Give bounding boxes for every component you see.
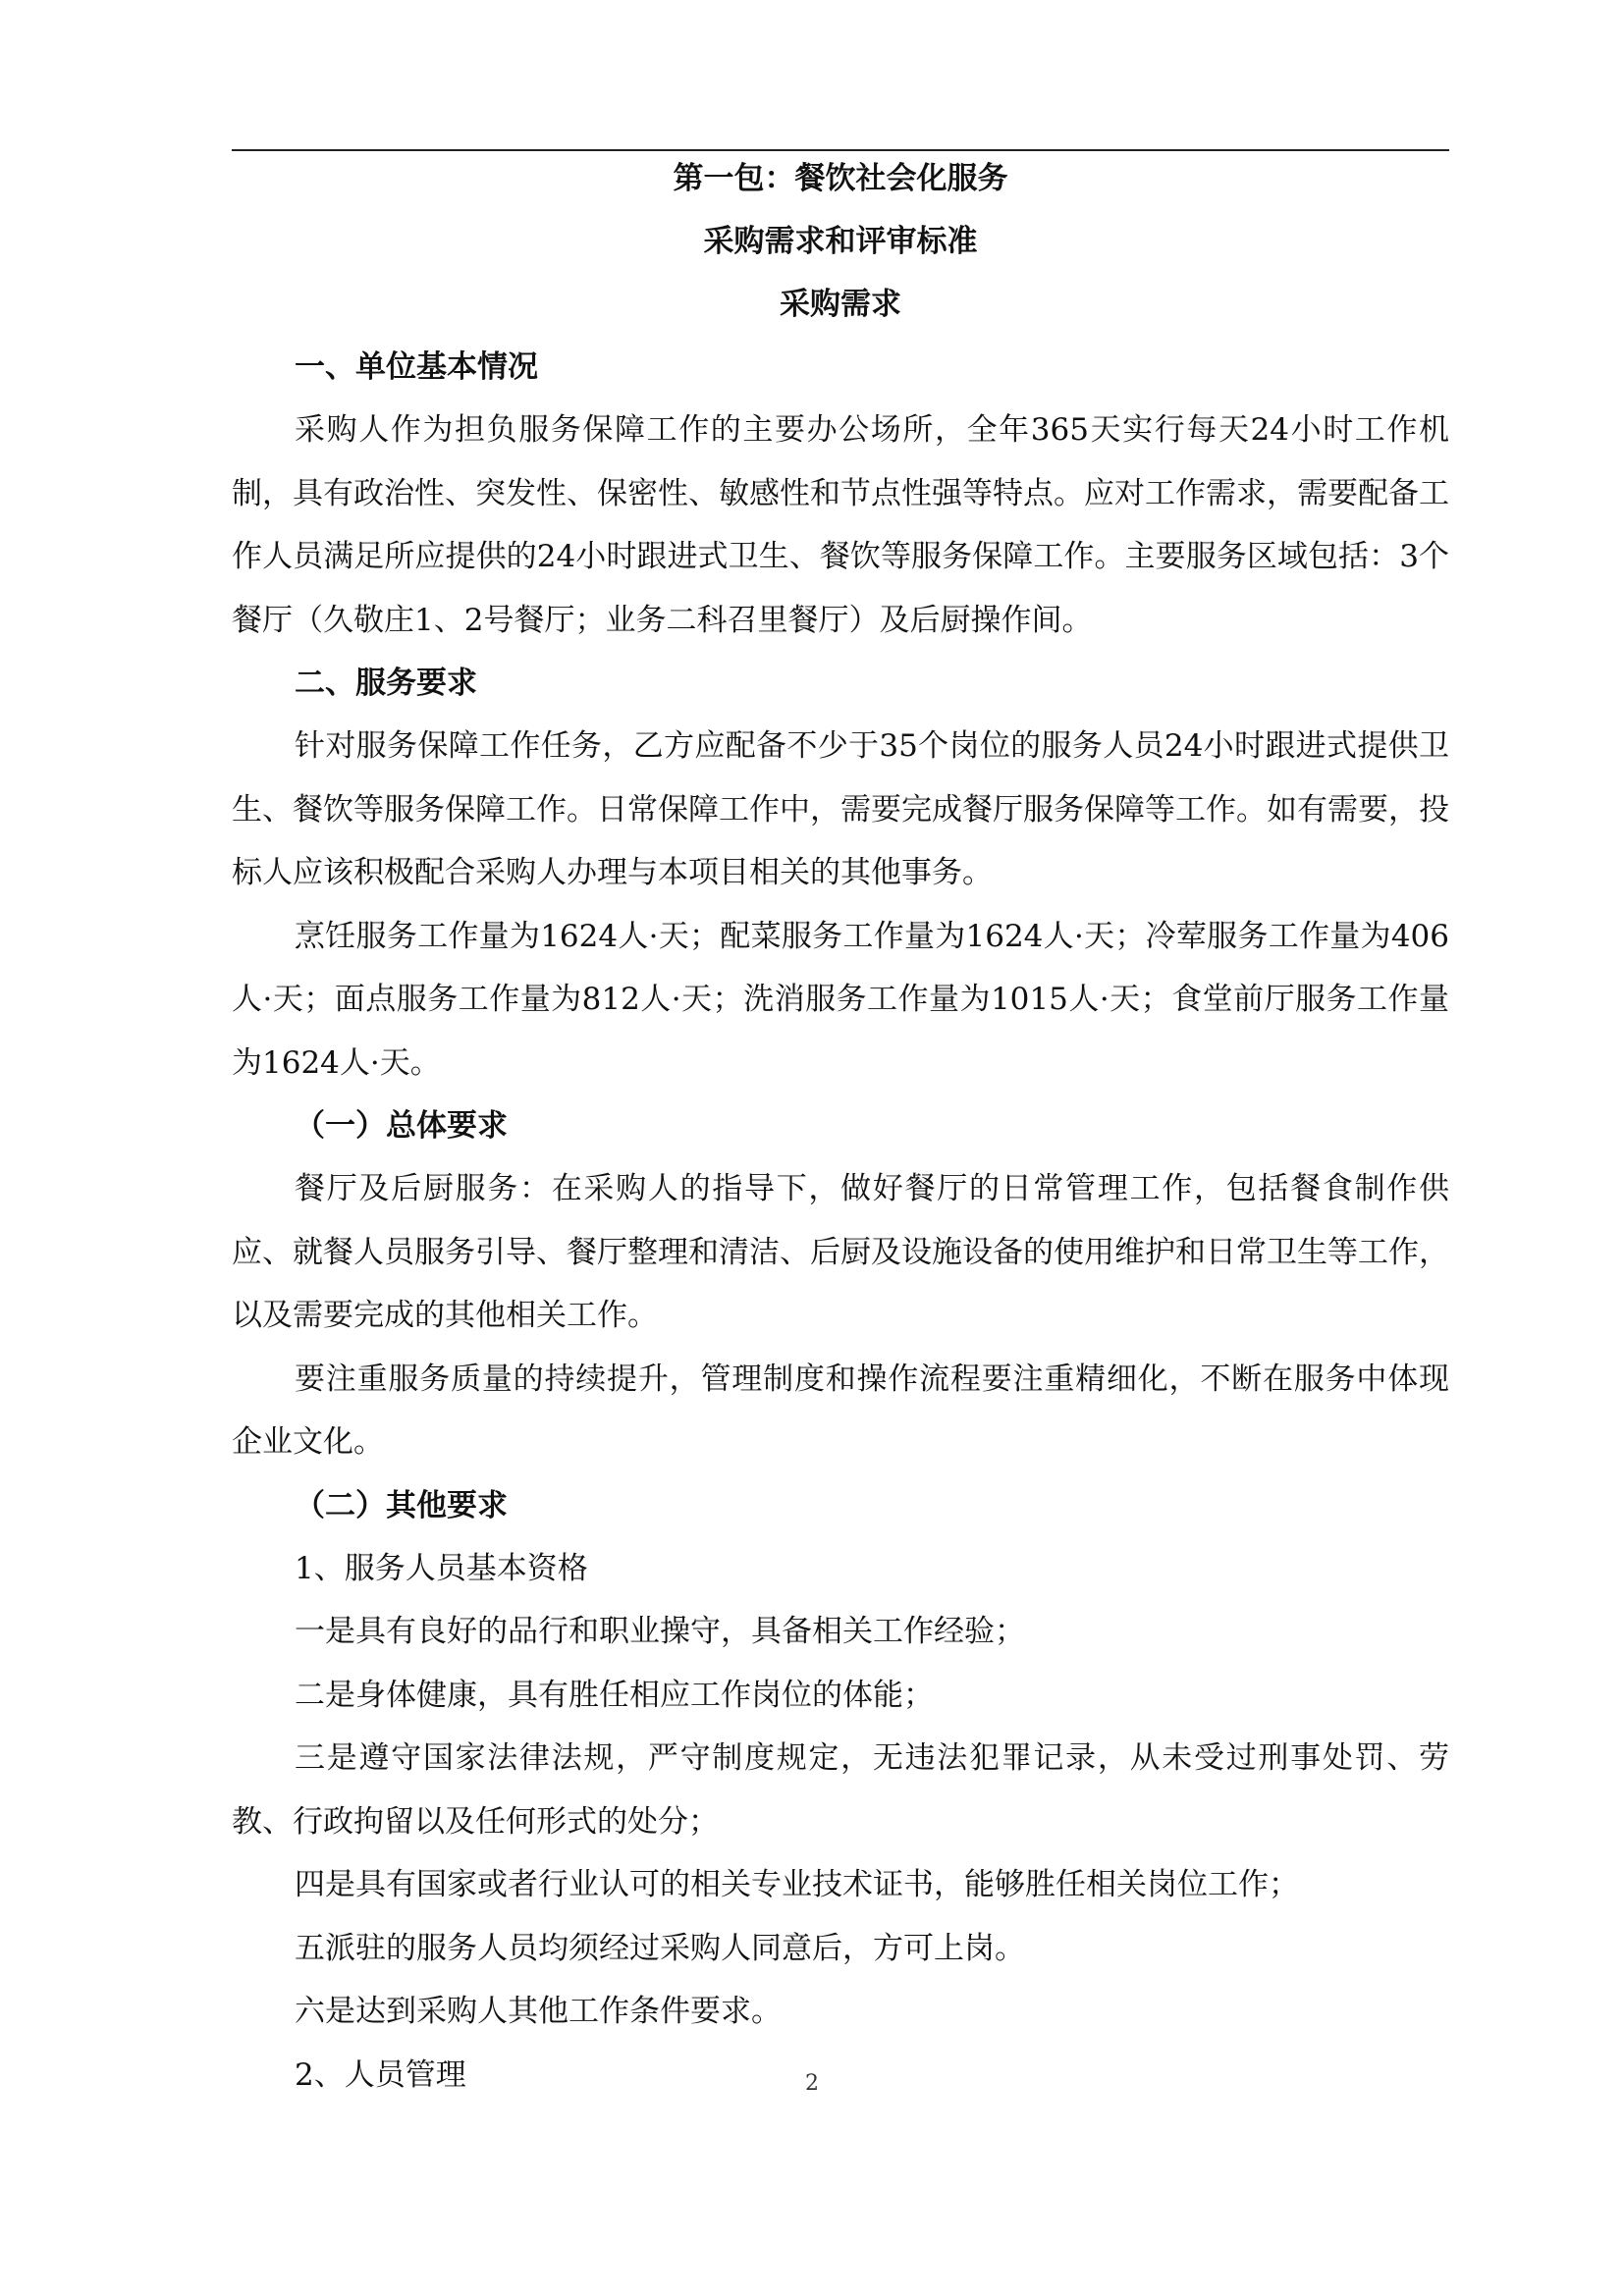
paragraph-service-staffing: 针对服务保障工作任务，乙方应配备不少于35个岗位的服务人员24小时跟进式提供卫生、餐饮等服务保障工作。日常保障工作中，需要完成餐厅服务保障等工作。如有需要，投标人应该积极配合采购人办理与本项目相关的其他事务。 (232, 728, 1449, 890)
paragraph-unit-description: 采购人作为担负服务保障工作的主要办公场所，全年365天实行每天24小时工作机制，具有政治性、突发性、保密性、敏感性和节点性强等特点。应对工作需求，需要配备工作人员满足所应提供的24小时跟进式卫生、餐饮等服务保障工作。主要服务区域包括：3个餐厅（久敬庄1、2号餐厅；业务二科召里餐厅）及后厨操作间。 (232, 412, 1449, 638)
heading-unit-basic-info: 一、单位基本情况 (295, 349, 538, 385)
list-item: 六是达到采购人其他工作条件要求。 (295, 1994, 782, 2029)
heading-other-requirements: （二）其他要求 (295, 1487, 508, 1523)
document-subtitle: 采购需求和评审标准 (703, 224, 978, 259)
list-item: 二是身体健康，具有胜任相应工作岗位的体能； (295, 1677, 934, 1713)
paragraph-restaurant-service: 餐厅及后厨服务：在采购人的指导下，做好餐厅的日常管理工作，包括餐食制作供应、就餐人员服务引导、餐厅整理和清洁、后厨及设施设备的使用维护和日常卫生等工作，以及需要完成的其他相关工作。 (232, 1171, 1449, 1333)
list-item: 一是具有良好的品行和职业操守，具备相关工作经验； (295, 1614, 1025, 1649)
list-item: 四是具有国家或者行业认可的相关专业技术证书，能够胜任相关岗位工作； (295, 1867, 1299, 1902)
heading-service-requirements: 二、服务要求 (295, 666, 477, 701)
heading-general-requirements: （一）总体要求 (295, 1108, 508, 1144)
page-number: 2 (805, 2071, 819, 2096)
paragraph-service-quality: 要注重服务质量的持续提升，管理制度和操作流程要注重精细化，不断在服务中体现企业文化。 (232, 1361, 1449, 1460)
paragraph-workload: 烹饪服务工作量为1624人·天；配菜服务工作量为1624人·天；冷荤服务工作量为406人·天；面点服务工作量为812人·天；洗消服务工作量为1015人·天；食堂前厅服务工作量为1624人·天。 (232, 918, 1449, 1081)
section-title: 采购需求 (780, 287, 901, 322)
package-title: 第一包：餐饮社会化服务 (673, 161, 1008, 196)
document-body (232, 147, 1449, 2107)
list-item-personnel-management: 2、人员管理 (295, 2056, 466, 2093)
list-item: 五派驻的服务人员均须经过采购人同意后，方可上岗。 (295, 1930, 1025, 1966)
list-item-staff-qualifications: 1、服务人员基本资格 (295, 1550, 588, 1586)
list-item: 三是遵守国家法律法规，严守制度规定，无违法犯罪记录，从未受过刑事处罚、劳教、行政拘留以及任何形式的处分； (232, 1740, 1449, 1840)
